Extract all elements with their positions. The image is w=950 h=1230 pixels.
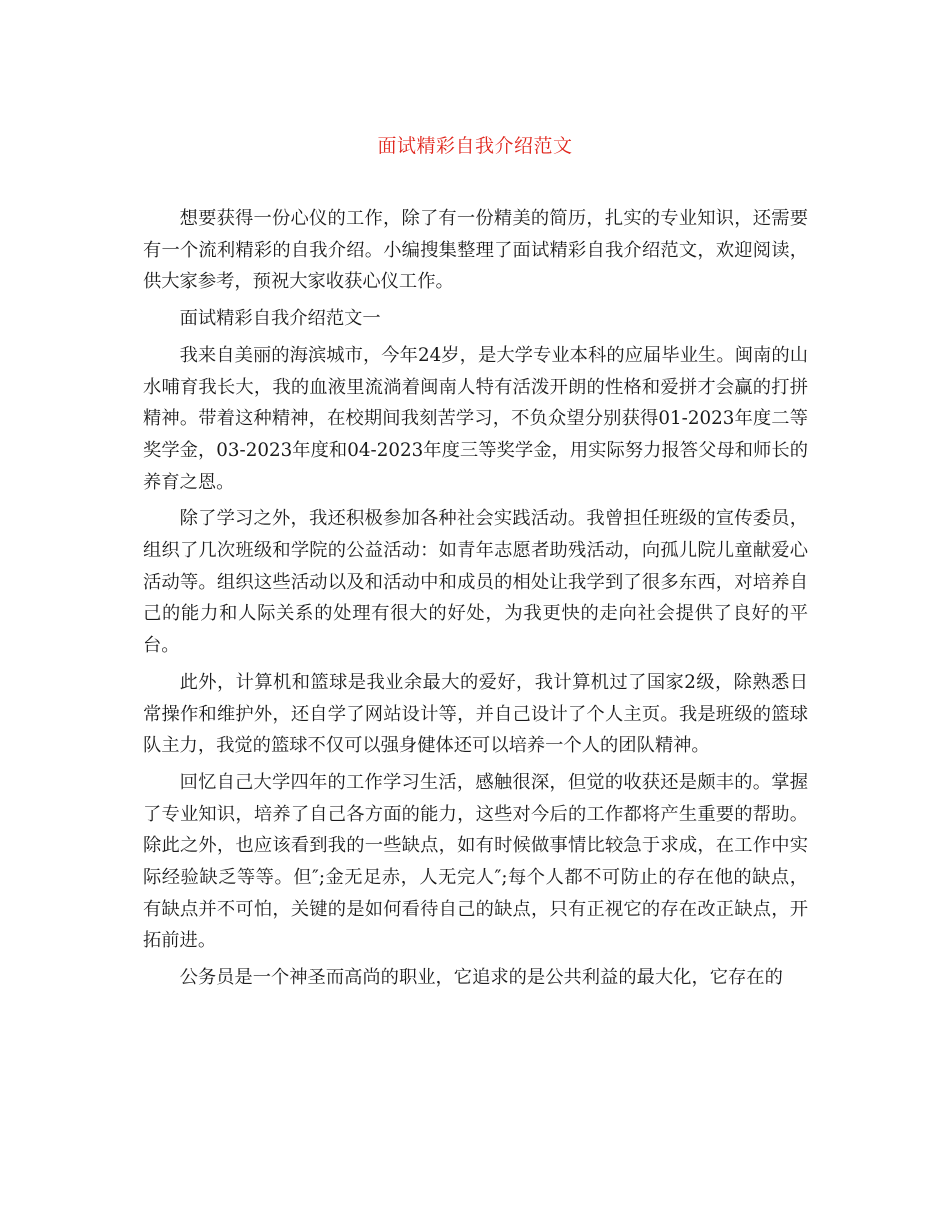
section-heading: 面试精彩自我介绍范文一 bbox=[179, 308, 381, 330]
document-title: 面试精彩自我介绍范文 bbox=[377, 135, 573, 157]
body-paragraph: 回忆自己大学四年的工作学习生活，感触很深，但觉的收获还是颇丰的。掌握了专业知识，培养了自己各方面的能力，这些对今后的工作都将产生重要的帮助。除此之外，也应该看到我的一些缺点，如有时候做事情比较急于求成，在工作中实际经验缺乏等等。但″;金无足赤，人无完人″;每个人都不可防止的存在他的缺点，有缺点并不可怕，关键的是如何看待自己的缺点，只有正视它的存在改正缺点，开拓前进。 bbox=[143, 771, 808, 952]
body-paragraph: 我来自美丽的海滨城市，今年24岁，是大学专业本科的应届毕业生。闽南的山水哺育我长大，我的血液里流淌着闽南人特有活泼开朗的性格和爱拼才会赢的打拼精神。带着这种精神，在校期间我刻苦学习，不负众望分别获得01-2023年度二等奖学金，03-2023年度和04-2023年度三等奖学金，用实际努力报答父母和师长的养育之恩。 bbox=[143, 344, 808, 493]
body-paragraph: 除了学习之外，我还积极参加各种社会实践活动。我曾担任班级的宣传委员，组织了几次班级和学院的公益活动：如青年志愿者助残活动，向孤儿院儿童献爱心活动等。组织这些活动以及和活动中和成员的相处让我学到了很多东西，对培养自己的能力和人际关系的处理有很大的好处，为我更快的走向社会提供了良好的平台。 bbox=[143, 508, 808, 657]
body-paragraph: 公务员是一个神圣而高尚的职业，它追求的是公共利益的最大化，它存在的 bbox=[179, 967, 783, 989]
intro-paragraph: 想要获得一份心仪的工作，除了有一份精美的简历，扎实的专业知识，还需要有一个流利精彩的自我介绍。小编搜集整理了面试精彩自我介绍范文，欢迎阅读，供大家参考，预祝大家收获心仪工作。 bbox=[143, 208, 808, 293]
body-paragraph: 此外，计算机和篮球是我业余最大的爱好，我计算机过了国家2级，除熟悉日常操作和维护外，还自学了网站设计等，并自己设计了个人主页。我是班级的篮球队主力，我觉的篮球不仅可以强身健体还可以培养一个人的团队精神。 bbox=[143, 671, 808, 757]
document-body bbox=[143, 203, 808, 999]
